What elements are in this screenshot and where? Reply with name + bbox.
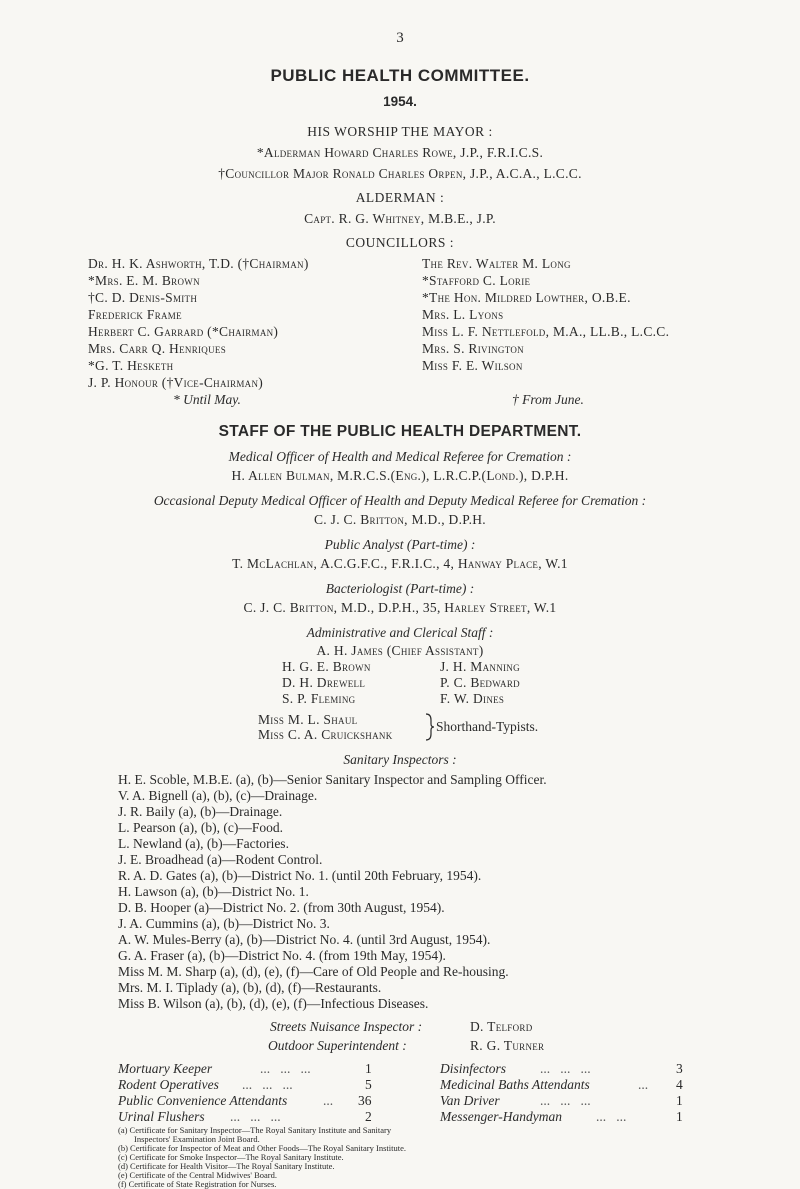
count-value: 36 (358, 1093, 372, 1108)
mayor-line-1: *Alderman Howard Charles Rowe, J.P., F.R.I.C.S. (256, 145, 544, 160)
inspector-item: V. A. Bignell (a), (b), (c)—Drainage. (118, 788, 318, 803)
inspector-item: A. W. Mules-Berry (a), (b)—District No. 4. (until 3rd August, 1954). (118, 932, 491, 947)
councillor-left-item: Frederick Frame (88, 307, 182, 322)
councillors-heading: COUNCILLORS : (345, 235, 455, 250)
mayor-line-2: †Councillor Major Ronald Charles Orpen, J.P., A.C.A., L.C.C. (218, 166, 582, 181)
councillor-left-item: *Mrs. E. M. Brown (88, 273, 200, 288)
count-label: Rodent Operatives (118, 1077, 219, 1092)
page-number: 3 (396, 30, 404, 46)
deputy-name: C. J. C. Britton, M.D., D.P.H. (314, 512, 486, 527)
inspector-item: L. Newland (a), (b)—Factories. (118, 836, 289, 851)
count-value: 4 (676, 1077, 683, 1092)
councillor-right-item: Mrs. S. Rivington (422, 341, 524, 356)
inspector-item: J. E. Broadhead (a)—Rodent Control. (118, 852, 323, 867)
inspector-item: L. Pearson (a), (b), (c)—Food. (118, 820, 283, 835)
footnote-item: (a) Certificate for Sanitary Inspector—The Royal Sanitary Institute and Sanitary (118, 1125, 392, 1135)
note-until-may: * Until May. (173, 392, 241, 407)
footnote-item: (f) Certificate of State Registration for Nurses. (118, 1179, 277, 1189)
mayor-heading: HIS WORSHIP THE MAYOR : (307, 124, 493, 139)
bacteriologist-heading: Bacteriologist (Part-time) : (325, 581, 475, 596)
councillor-right-item: *The Hon. Mildred Lowther, O.B.E. (422, 290, 631, 305)
dot-leader: ... ... ... (242, 1077, 293, 1092)
councillor-right-item: Miss L. F. Nettlefold, M.A., LL.B., L.C.C. (422, 324, 670, 339)
dot-leader: ... (638, 1077, 649, 1092)
councillor-right-item: Miss F. E. Wilson (422, 358, 523, 373)
outdoor-label: Outdoor Superintendent : (268, 1038, 407, 1053)
councillor-right-item: The Rev. Walter M. Long (422, 256, 571, 271)
councillor-left-item: *G. T. Hesketh (88, 358, 174, 373)
count-label: Disinfectors (440, 1061, 506, 1076)
dot-leader: ... ... ... (230, 1109, 281, 1124)
footnote-item: (c) Certificate for Smoke Inspector—The Royal Sanitary Institute. (118, 1152, 344, 1162)
note-from-june: † From June. (512, 392, 584, 407)
dot-leader: ... ... ... (540, 1093, 591, 1108)
councillor-right-item: Mrs. L. Lyons (422, 307, 504, 322)
year-label: 1954. (383, 94, 417, 109)
moh-name: H. Allen Bulman, M.R.C.S.(Eng.), L.R.C.P.(Lond.), D.P.H. (231, 468, 569, 483)
inspector-item: H. Lawson (a), (b)—District No. 1. (118, 884, 309, 899)
moh-heading: Medical Officer of Health and Medical Referee for Cremation : (228, 449, 572, 464)
typist-item: Miss C. A. Cruickshank (258, 727, 393, 742)
analyst-heading: Public Analyst (Part-time) : (324, 537, 476, 552)
inspector-item: J. R. Baily (a), (b)—Drainage. (118, 804, 283, 819)
admin-left-item: H. G. E. Brown (282, 659, 371, 674)
streets-label: Streets Nuisance Inspector : (270, 1019, 423, 1034)
inspector-item: J. A. Cummins (a), (b)—District No. 3. (118, 916, 330, 931)
count-value: 5 (365, 1077, 372, 1092)
count-value: 1 (676, 1109, 683, 1124)
typists-label: Shorthand-Typists. (436, 719, 539, 734)
inspector-item: Mrs. M. I. Tiplady (a), (b), (d), (f)—Restaurants. (118, 980, 382, 995)
count-label: Van Driver (440, 1093, 500, 1108)
footnote-item: (d) Certificate for Health Visitor—The Royal Sanitary Institute. (118, 1161, 335, 1171)
alderman-heading: ALDERMAN : (355, 190, 445, 205)
dot-leader: ... ... (596, 1109, 627, 1124)
streets-name: D. Telford (470, 1019, 533, 1034)
typist-item: Miss M. L. Shaul (258, 712, 358, 727)
inspector-item: D. B. Hooper (a)—District No. 2. (from 30th August, 1954). (118, 900, 445, 915)
curly-brace-icon (424, 712, 436, 742)
admin-right-item: P. C. Bedward (440, 675, 520, 690)
councillor-left-item: Mrs. Carr Q. Henriques (88, 341, 226, 356)
count-label: Urinal Flushers (118, 1109, 205, 1124)
count-value: 1 (676, 1093, 683, 1108)
inspector-item: Miss M. M. Sharp (a), (d), (e), (f)—Care of Old People and Re-housing. (118, 964, 509, 979)
committee-title: PUBLIC HEALTH COMMITTEE. (270, 66, 530, 85)
councillor-left-item: †C. D. Denis-Smith (88, 290, 198, 305)
admin-right-item: J. H. Manning (440, 659, 520, 674)
deputy-heading: Occasional Deputy Medical Officer of Health and Deputy Medical Referee for Cremation : (153, 493, 647, 508)
count-label: Mortuary Keeper (118, 1061, 213, 1076)
admin-left-item: S. P. Fleming (282, 691, 356, 706)
admin-right-item: F. W. Dines (440, 691, 505, 706)
dot-leader: ... ... ... (260, 1061, 311, 1076)
councillor-left-item: J. P. Honour (†Vice-Chairman) (88, 375, 264, 390)
admin-chief: A. H. James (Chief Assistant) (316, 643, 484, 658)
councillor-right-item: *Stafford C. Lorie (422, 273, 531, 288)
inspector-item: R. A. D. Gates (a), (b)—District No. 1. (until 20th February, 1954). (118, 868, 482, 883)
inspectors-heading: Sanitary Inspectors : (343, 752, 457, 767)
inspector-item: H. E. Scoble, M.B.E. (a), (b)—Senior Sanitary Inspector and Sampling Officer. (118, 772, 547, 787)
councillor-left-item: Dr. H. K. Ashworth, T.D. (†Chairman) (88, 256, 309, 271)
footnote-item: (b) Certificate for Inspector of Meat and Other Foods—The Royal Sanitary Institute. (118, 1143, 406, 1153)
admin-heading: Administrative and Clerical Staff : (306, 625, 494, 640)
inspector-item: Miss B. Wilson (a), (b), (d), (e), (f)—Infectious Diseases. (118, 996, 429, 1011)
footnote-item: (e) Certificate of the Central Midwives' Board. (118, 1170, 277, 1180)
analyst-name: T. McLachlan, A.C.G.F.C., F.R.I.C., 4, Hanway Place, W.1 (232, 556, 568, 571)
dot-leader: ... ... ... (540, 1061, 591, 1076)
dot-leader: ... (323, 1093, 334, 1108)
outdoor-name: R. G. Turner (470, 1038, 545, 1053)
count-value: 1 (365, 1061, 372, 1076)
councillor-left-item: Herbert C. Garrard (*Chairman) (88, 324, 279, 339)
count-label: Medicinal Baths Attendants (440, 1077, 590, 1092)
footnote-item: Inspectors' Examination Joint Board. (134, 1134, 260, 1144)
bacteriologist-name: C. J. C. Britton, M.D., D.P.H., 35, Harley Street, W.1 (243, 600, 557, 615)
count-label: Public Convenience Attendants (118, 1093, 288, 1108)
staff-title: STAFF OF THE PUBLIC HEALTH DEPARTMENT. (218, 423, 582, 440)
inspector-item: G. A. Fraser (a), (b)—District No. 4. (from 19th May, 1954). (118, 948, 446, 963)
count-value: 2 (365, 1109, 372, 1124)
count-label: Messenger-Handyman (440, 1109, 562, 1124)
admin-left-item: D. H. Drewell (282, 675, 366, 690)
alderman-name: Capt. R. G. Whitney, M.B.E., J.P. (304, 211, 496, 226)
count-value: 3 (676, 1061, 683, 1076)
